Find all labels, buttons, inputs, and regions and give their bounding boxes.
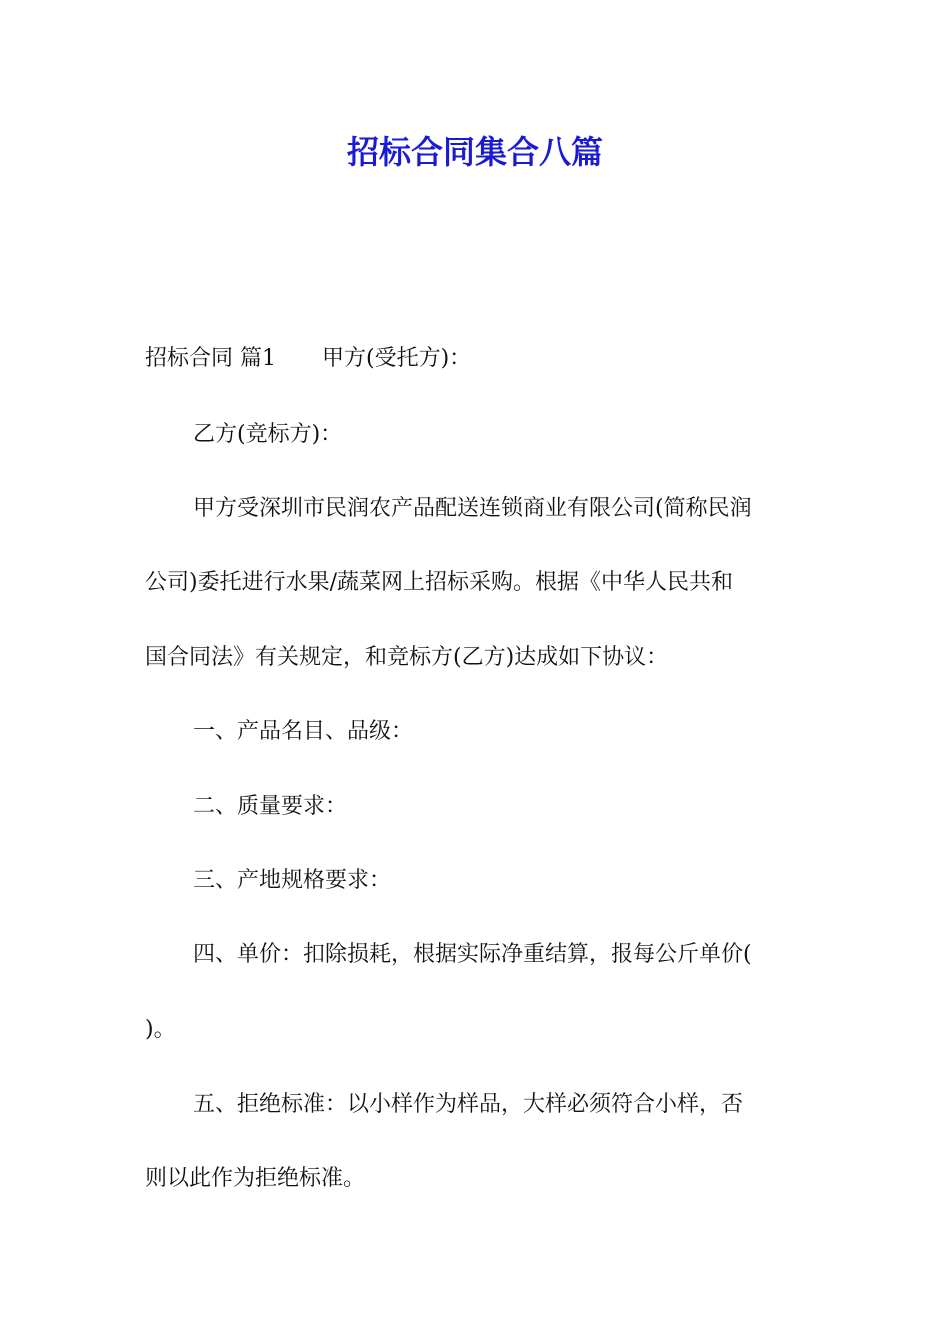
clause-4-line-1: 四、单价：扣除损耗，根据实际净重结算，报每公斤单价( bbox=[193, 942, 752, 967]
contract-heading-line bbox=[145, 344, 810, 374]
clause-1: 一、产品名目、品级： bbox=[193, 719, 414, 744]
intro-line-3: 国合同法》有关规定，和竞标方(乙方)达成如下协议： bbox=[145, 645, 669, 670]
intro-line-2: 公司)委托进行水果/蔬菜网上招标采购。根据《中华人民共和 bbox=[145, 570, 733, 595]
party-a-label: 甲方(受托方)： bbox=[322, 346, 472, 371]
clause-5-line-2: 则以此作为拒绝标准。 bbox=[145, 1166, 366, 1191]
clause-4-line-2: )。 bbox=[145, 1017, 176, 1042]
party-b-label: 乙方(竞标方)： bbox=[193, 422, 343, 447]
document-title: 招标合同集合八篇 bbox=[346, 133, 603, 171]
clause-2: 二、质量要求： bbox=[193, 794, 348, 819]
clause-5-line-1: 五、拒绝标准：以小样作为样品，大样必须符合小样，否 bbox=[193, 1092, 744, 1117]
intro-line-1: 甲方受深圳市民润农产品配送连锁商业有限公司(简称民润 bbox=[193, 496, 752, 521]
clause-3: 三、产地规格要求： bbox=[193, 868, 392, 893]
contract-section-label: 招标合同 篇1 bbox=[145, 346, 276, 371]
